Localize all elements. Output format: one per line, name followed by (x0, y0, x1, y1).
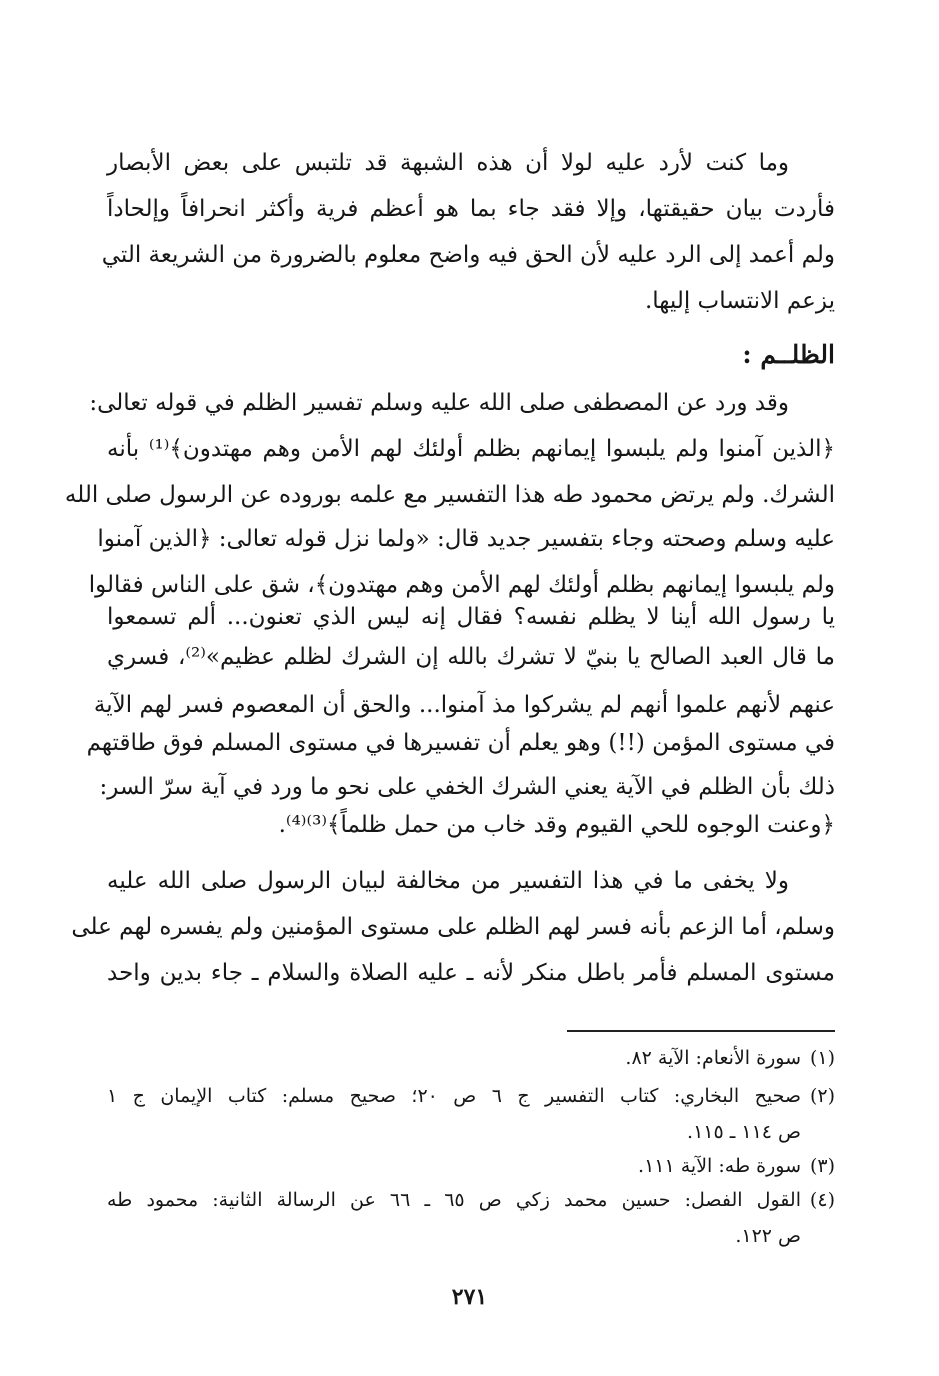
footnote-4 (107, 1186, 835, 1214)
paragraph-2-line-8: عنهم لأنهم علموا أنهم لم يشركوا مذ آمنوا... والحق أن المعصوم فسر لهم الآية (93, 692, 835, 718)
paragraph-1-line-1: وما كنت لأرد عليه لولا أن هذه الشبهة قد تلتبس على بعض الأبصار (107, 150, 789, 176)
paragraph-2-line-3: الشرك. ولم يرتض محمود طه هذا التفسير مع علمه بوروده عن الرسول صلى الله (64, 482, 835, 508)
footnote-3 (107, 1152, 835, 1180)
paragraph-2-line-5: ولم يلبسوا إيمانهم بظلم أولئك لهم الأمن وهم مهتدون﴾، شق على الناس فقالوا (88, 572, 835, 598)
paragraph-3-line-3: مستوى المسلم فأمر باطل منكر لأنه ـ عليه الصلاة والسلام ـ جاء بدين واحد (107, 960, 835, 986)
page-number: ٢٧١ (451, 1284, 488, 1310)
footnote-1 (107, 1044, 835, 1072)
footnote-3-number: (٣) (809, 1155, 835, 1177)
paragraph-2-line-10: ذلك بأن الظلم في الآية يعني الشرك الخفي على نحو ما ورد في آية سرّ السر: (99, 774, 835, 800)
paragraph-1-line-4: يزعم الانتساب إليها. (644, 288, 835, 314)
paragraph-3-line-1: ولا يخفى ما في هذا التفسير من مخالفة لبيان الرسول صلى الله عليه (107, 868, 789, 894)
footnote-2-text-line-1: صحيح البخاري: كتاب التفسير ج ٦ ص ٢٠؛ صحيح مسلم: كتاب الإيمان ج ١ (107, 1085, 801, 1107)
footnote-1-number: (١) (809, 1047, 835, 1069)
paragraph-3-line-2: وسلم، أما الزعم بأنه فسر لهم الظلم على مستوى المؤمنين ولم يفسره لهم على (71, 914, 835, 940)
footnote-2-number: (٢) (809, 1085, 835, 1107)
footnote-separator (567, 1030, 835, 1032)
section-heading: الظلــم : (742, 340, 835, 369)
paragraph-2-line-9: في مستوى المؤمن (!!) وهو يعلم أن تفسيرها في مستوى المسلم فوق طاقتهم (86, 730, 835, 756)
paragraph-2-line-7: ما قال العبد الصالح يا بنيّ لا تشرك بالله إن الشرك لظلم عظيم»⁽²⁾، فسري (107, 644, 835, 670)
footnote-2 (107, 1082, 835, 1110)
paragraph-2-line-11: ﴿وعنت الوجوه للحي القيوم وقد خاب من حمل ظلماً﴾⁽³⁾⁽⁴⁾. (278, 812, 835, 838)
footnote-4-continuation: ص ١٢٢. (735, 1225, 801, 1247)
footnote-3-text: سورة طه: الآية ١١١. (638, 1155, 801, 1177)
paragraph-1-line-3: ولم أعمد إلى الرد عليه لأن الحق فيه واضح معلوم بالضرورة من الشريعة التي (101, 242, 835, 268)
footnote-4-text-line-1: القول الفصل: حسين محمد زكي ص ٦٥ ـ ٦٦ عن الرسالة الثانية: محمود طه (107, 1189, 801, 1211)
paragraph-2-line-4: عليه وسلم وصحته وجاء بتفسير جديد قال: «ولما نزل قوله تعالى: ﴿الذين آمنوا (97, 526, 835, 552)
footnote-2-continuation: ص ١١٤ ـ ١١٥. (687, 1121, 801, 1143)
footnote-4-number: (٤) (809, 1189, 835, 1211)
paragraph-2-line-6: يا رسول الله أينا لا يظلم نفسه؟ فقال إنه ليس الذي تعنون... ألم تسمعوا (107, 604, 835, 630)
paragraph-2-line-1: وقد ورد عن المصطفى صلى الله عليه وسلم تفسير الظلم في قوله تعالى: (89, 390, 789, 416)
paragraph-1-line-2: فأردت بيان حقيقتها، وإلا فقد جاء بما هو أعظم فرية وأكثر انحرافاً وإلحاداً (107, 196, 835, 222)
footnote-1-text: سورة الأنعام: الآية ٨٢. (625, 1047, 801, 1069)
paragraph-2-line-2: ﴿الذين آمنوا ولم يلبسوا إيمانهم بظلم أولئك لهم الأمن وهم مهتدون﴾⁽¹⁾ بأنه (107, 436, 835, 462)
